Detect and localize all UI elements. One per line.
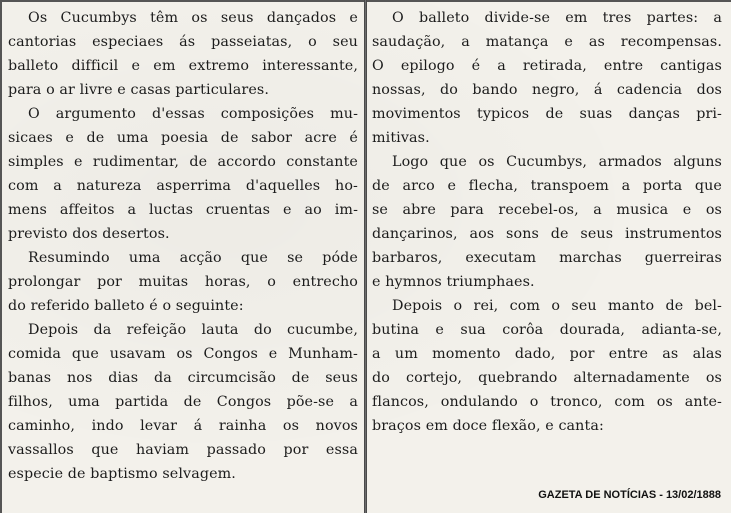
left-column (8, 6, 358, 486)
text-line: especie de baptismo selvagem. (8, 466, 236, 482)
text-line: O argumento d'essas composições mu- (28, 106, 358, 122)
text-line: butina e sua corôa dourada, adianta-se, (372, 322, 722, 338)
text-line: braços em doce flexão, e canta: (372, 418, 604, 434)
text-line: flancos, ondulando o tronco, com os ante- (372, 394, 722, 410)
text-line: saudação, a matança e as recompensas. (372, 34, 722, 50)
text-line: filhos, uma partida de Congos põe-se a (8, 394, 358, 410)
text-line: cantorias especiaes ás passeiatas, o seu (8, 34, 358, 50)
text-line: O epilogo é a retirada, entre cantigas (372, 58, 722, 74)
text-line: para o ar livre e casas particulares. (8, 82, 269, 98)
text-line: balleto difficil e em extremo interessante, (8, 58, 358, 74)
text-line: mitivas. (372, 130, 430, 146)
text-line: Resumindo uma acção que se póde (28, 250, 358, 266)
right-column (372, 6, 722, 438)
text-line: Depois o rei, com o seu manto de bel- (392, 298, 722, 314)
text-line: de arco e flecha, transpoem a porta que (372, 178, 722, 194)
text-line: sicaes e de uma poesia de sabor acre é (8, 130, 358, 146)
text-line: nossas, do bando negro, á cadencia dos (372, 82, 722, 98)
text-line: banas nos dias da circumcisão de seus (8, 370, 358, 386)
text-line: do cortejo, quebrando alternadamente os (372, 370, 722, 386)
text-line: prolongar por muitas horas, o entrecho (8, 274, 358, 290)
text-line: simples e rudimentar, de accordo constante (8, 154, 358, 170)
text-line: dançarinos, aos sons de seus instrumentos (372, 226, 722, 242)
left-border (0, 0, 2, 513)
text-line: mens affeitos a luctas cruentas e ao im- (8, 202, 358, 218)
text-line: movimentos typicos de suas danças pri- (372, 106, 722, 122)
text-line: Os Cucumbys têm os seus dançados e (28, 10, 358, 26)
text-line: vassallos que haviam passado por essa (8, 442, 358, 458)
text-line: previsto dos desertos. (8, 226, 170, 242)
text-line: se abre para recebel-os, a musica e os (372, 202, 722, 218)
text-line: caminho, indo levar á rainha os novos (8, 418, 358, 434)
text-line: com a natureza asperrima d'aquelles ho- (8, 178, 358, 194)
column-separator (364, 0, 367, 513)
text-line: do referido balleto é o seguinte: (8, 298, 244, 314)
text-line: a um momento dado, por entre as alas (372, 346, 722, 362)
text-line: e hymnos triumphaes. (372, 274, 535, 290)
text-line: comida que usavam os Congos e Munham- (8, 346, 358, 362)
text-line: barbaros, executam marchas guerreiras (372, 250, 722, 266)
text-line: Depois da refeição lauta do cucumbe, (28, 322, 358, 338)
source-caption: GAZETA DE NOTÍCIAS - 13/02/1888 (538, 489, 721, 501)
text-line: Logo que os Cucumbys, armados alguns (392, 154, 722, 170)
text-line: O balleto divide-se em tres partes: a (392, 10, 722, 26)
